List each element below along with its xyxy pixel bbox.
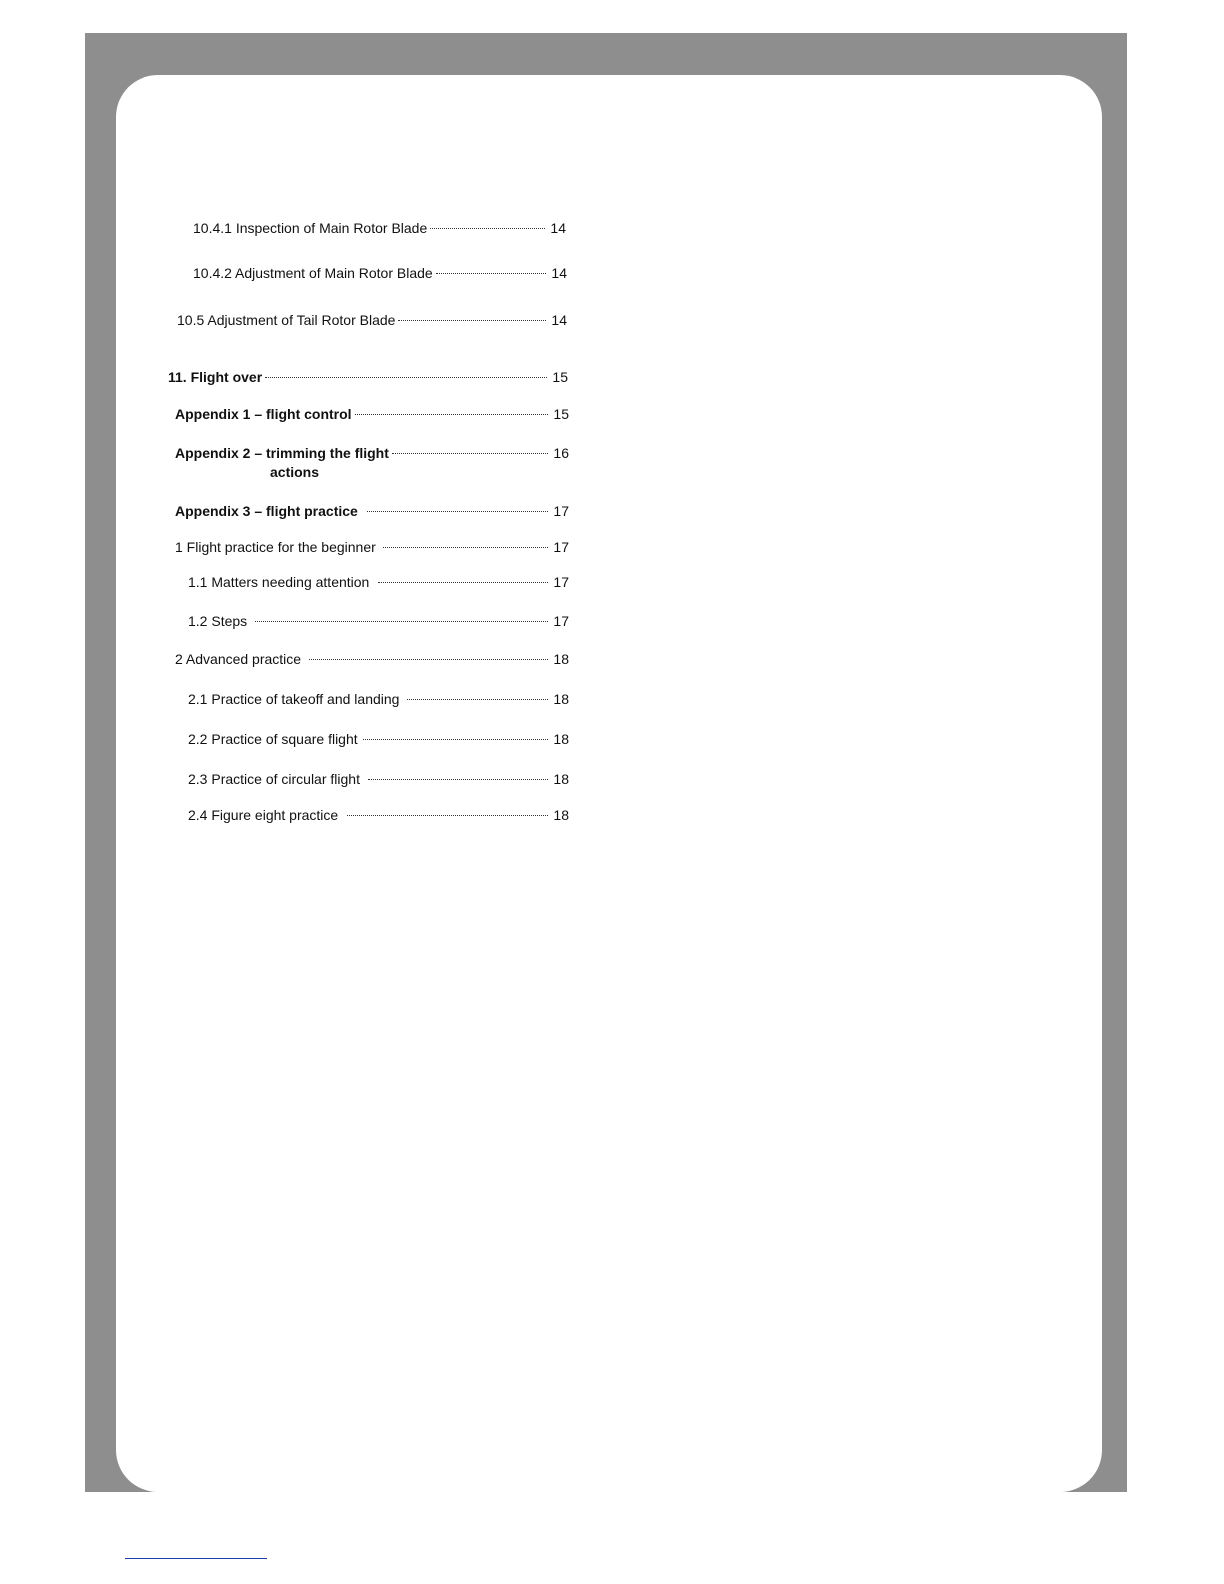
toc-entry-label: 1.2 Steps [188, 613, 248, 629]
toc-entry[interactable] [188, 690, 569, 708]
toc-entry-label: 2 Advanced practice [175, 651, 302, 667]
toc-entry[interactable] [193, 219, 566, 237]
toc-entry-label: Appendix 2 – trimming the flight [175, 445, 389, 461]
toc-entry[interactable] [175, 650, 569, 668]
toc-entry-label: 10.4.2 Adjustment of Main Rotor Blade [193, 265, 433, 281]
toc-page-number: 18 [553, 771, 569, 787]
toc-page-number: 18 [553, 651, 569, 667]
dot-leader [347, 815, 548, 816]
toc-page-number: 17 [553, 613, 569, 629]
toc-page-number: 17 [553, 503, 569, 519]
toc-entry-label: 1 Flight practice for the beginner [175, 539, 376, 555]
dot-leader [398, 320, 546, 321]
dot-leader [378, 582, 548, 583]
toc-entry-label: Appendix 3 – flight practice [175, 503, 358, 519]
dot-leader [430, 228, 545, 229]
toc-entry-label-continuation: actions [270, 464, 320, 480]
dot-leader [309, 659, 548, 660]
dot-leader [392, 453, 549, 454]
toc-page-number: 14 [551, 312, 567, 328]
toc-page-number: 14 [550, 220, 566, 236]
toc-entry[interactable] [168, 368, 568, 386]
toc-entry[interactable] [188, 573, 569, 591]
toc-entry[interactable] [188, 806, 569, 824]
toc-page-number: 15 [553, 406, 569, 422]
dot-leader [255, 621, 548, 622]
toc-entry[interactable] [175, 444, 569, 462]
dot-leader [368, 779, 548, 780]
toc-entry[interactable] [175, 538, 569, 556]
toc-entry[interactable] [188, 612, 569, 630]
toc-entry-label: 2.4 Figure eight practice [188, 807, 339, 823]
toc-entry-label: 2.3 Practice of circular flight [188, 771, 360, 787]
toc-page-number: 16 [553, 445, 569, 461]
dot-leader [265, 377, 547, 378]
toc-entry-label: 10.4.1 Inspection of Main Rotor Blade [193, 220, 428, 236]
dot-leader [407, 699, 548, 700]
toc-entry[interactable] [175, 502, 569, 520]
dot-leader [355, 414, 549, 415]
toc-page-number: 14 [551, 265, 567, 281]
toc-entry[interactable] [177, 311, 567, 329]
toc-entry[interactable] [188, 730, 569, 748]
toc-entry-label: 1.1 Matters needing attention [188, 574, 370, 590]
dot-leader [383, 547, 549, 548]
dot-leader [363, 739, 549, 740]
toc-entry-label: Appendix 1 – flight control [175, 406, 352, 422]
dot-leader [367, 511, 549, 512]
toc-page-number: 17 [553, 539, 569, 555]
toc-page-number: 17 [553, 574, 569, 590]
toc-entry[interactable] [175, 405, 569, 423]
toc-entry-label: 11. Flight over [168, 369, 263, 385]
toc-page-number: 18 [553, 691, 569, 707]
toc-entry[interactable] [193, 264, 567, 282]
toc-page-number: 15 [552, 369, 568, 385]
footnote-separator-line [125, 1558, 267, 1559]
dot-leader [436, 273, 547, 274]
toc-page-number: 18 [553, 731, 569, 747]
toc-entry-label: 2.1 Practice of takeoff and landing [188, 691, 400, 707]
toc-entry[interactable] [188, 770, 569, 788]
toc-page-number: 18 [553, 807, 569, 823]
toc-entry-label: 2.2 Practice of square flight [188, 731, 358, 747]
toc-entry-label: 10.5 Adjustment of Tail Rotor Blade [177, 312, 396, 328]
